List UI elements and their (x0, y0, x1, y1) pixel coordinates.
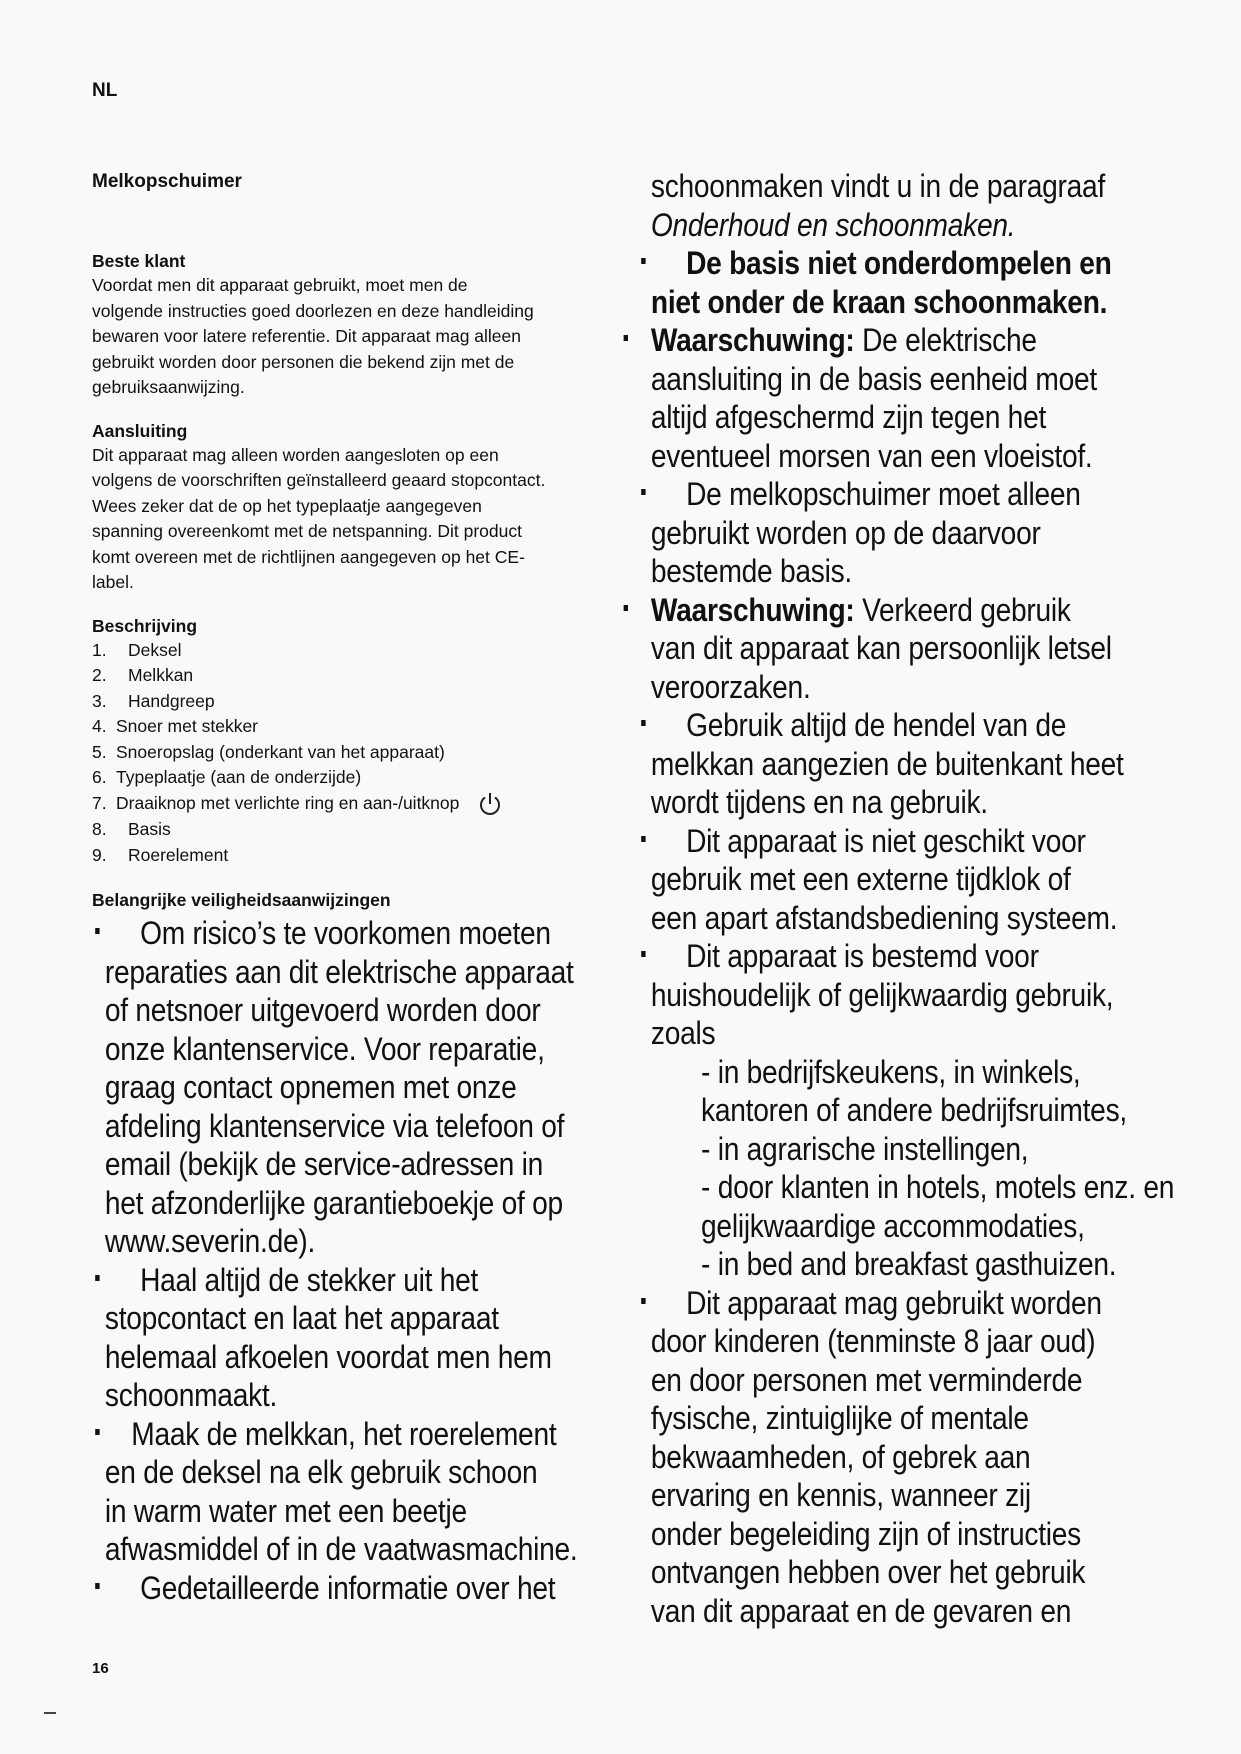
text-line: veroorzaken. (650, 668, 811, 705)
text-line: De melkopschuimer moet alleen (686, 476, 1081, 512)
parts-list-item (92, 714, 632, 740)
parts-list-item (92, 663, 632, 689)
text-line: label. (92, 572, 134, 592)
warning-label: Waarschuwing: (650, 322, 855, 358)
text-line: gelijkwaardige accommodaties, (701, 1207, 1085, 1244)
item-number: 1. (92, 639, 107, 660)
safety-bullet (628, 822, 1226, 938)
text-line: volgens de voorschriften geïnstalleerd geaard stopcontact. (92, 470, 546, 490)
bullet-dot (95, 1275, 99, 1281)
section-title-beste-klant: Beste klant (92, 251, 186, 271)
parts-list-item (92, 791, 632, 817)
bullet-dot (641, 720, 645, 726)
text-line: reparaties aan dit elektrische apparaat (104, 953, 574, 990)
text-line: email (bekijk de service-adressen in (104, 1146, 543, 1183)
item-number: 7. (92, 793, 107, 814)
text-line: Dit apparaat mag alleen worden aangesloten op een (92, 444, 499, 465)
item-label: Roerelement (128, 844, 229, 865)
item-number: 9. (92, 844, 107, 865)
safety-instructions-left (82, 914, 636, 1607)
text-line: eventueel morsen van een vloeistof. (650, 437, 1093, 474)
text-line: - in agrarische instellingen, (701, 1130, 1029, 1167)
text-line: schoonmaakt. (104, 1377, 278, 1414)
text-line: Haal altijd de stekker uit het (140, 1261, 479, 1298)
text-line: Wees zeker dat de op het typeplaatje aangegeven (92, 495, 482, 516)
text-line: Voordat men dit apparaat gebruikt, moet men de (92, 275, 468, 295)
bullet-dot (641, 258, 645, 264)
text-line: De elektrische (862, 322, 1037, 358)
warning-bullet (628, 321, 1226, 475)
text-line: schoonmaken vindt u in de paragraaf (650, 168, 1106, 204)
text-line: gebruikt worden door personen die bekend zijn met de (92, 351, 515, 372)
text-line: ontvangen hebben over het gebruik (650, 1554, 1086, 1590)
safety-bullet (82, 1415, 636, 1569)
text-line: Dit apparaat mag gebruikt worden (686, 1284, 1102, 1321)
document-title: Melkopschuimer (92, 171, 242, 192)
safety-bullet (628, 706, 1226, 822)
section-title-beschrijving: Beschrijving (92, 615, 198, 636)
bullet-dot (95, 1429, 99, 1435)
text-line: het afzonderlijke garantieboekje of op (104, 1184, 563, 1221)
parts-list-item (92, 740, 632, 766)
section-title-aansluiting: Aansluiting (92, 420, 188, 441)
text-line: Gedetailleerde informatie over het (140, 1569, 556, 1606)
bullet-dot (624, 605, 628, 611)
bullet-dot (641, 489, 645, 495)
item-label: Deksel (128, 639, 182, 660)
text-line: spanning overeenkomt met de netspanning. Dit product (92, 521, 522, 541)
text-line: en door personen met verminderde (650, 1361, 1083, 1398)
text-line: www.severin.de). (104, 1223, 316, 1260)
page-number: 16 (92, 1660, 109, 1677)
text-line: Gebruik altijd de hendel van de (686, 707, 1067, 743)
text-line: stopcontact en laat het apparaat (104, 1300, 499, 1337)
parts-list-item (92, 638, 632, 664)
text-line: kantoren of andere bedrijfsruimtes, (701, 1092, 1127, 1128)
parts-list-item (92, 689, 632, 715)
language-code: NL (92, 80, 118, 101)
text-line: afwasmiddel of in de vaatwasmachine. (104, 1531, 578, 1568)
text-line: bestemde basis. (650, 553, 852, 589)
text-line: van dit apparaat en de gevaren en (650, 1592, 1072, 1629)
left-column (92, 171, 632, 1607)
text-line: - door klanten in hotels, motels enz. en (701, 1169, 1175, 1205)
item-label: Melkkan (128, 665, 194, 686)
item-label: Snoeropslag (onderkant van het apparaat) (116, 741, 445, 762)
warning-bullet (628, 591, 1226, 707)
safety-bullet (82, 1261, 636, 1415)
text-line: Dit apparaat is bestemd voor (686, 938, 1039, 974)
item-number: 2. (92, 665, 107, 686)
text-line: komt overeen met de richtlijnen aangegeven op het CE- (92, 546, 525, 567)
text-line: afdeling klantenservice via telefoon of (104, 1107, 565, 1144)
text-line: Maak de melkkan, het roerelement (131, 1415, 557, 1452)
section-title-veiligheid: Belangrijke veiligheidsaanwijzingen (92, 890, 391, 911)
text-line: gebruik met een externe tijdklok of (650, 861, 1071, 897)
text-line: graag contact opnemen met onze (104, 1069, 517, 1106)
text-line: - in bedrijfskeukens, in winkels, (701, 1053, 1081, 1090)
right-column (628, 167, 1228, 1630)
text-line: melkkan aangezien de buitenkant heet (650, 745, 1124, 782)
text-line: ervaring en kennis, wanneer zij (650, 1477, 1031, 1513)
item-label: Typeplaatje (aan de onderzijde) (116, 767, 362, 788)
bullet-dot (641, 951, 645, 957)
safety-bullet (82, 1569, 636, 1608)
text-line: volgende instructies goed doorlezen en deze handleiding (92, 300, 534, 321)
safety-bullet (628, 475, 1226, 591)
text-line: gebruiksaanwijzing. (92, 377, 245, 397)
text-line: en de deksel na elk gebruik schoon (104, 1454, 538, 1491)
text-line: - in bed and breakfast gasthuizen. (701, 1246, 1117, 1282)
text-line: bekwaamheden, of gebrek aan (650, 1438, 1031, 1475)
text-line: in warm water met een beetje (104, 1492, 467, 1529)
text-line: bewaren voor latere referentie. Dit apparaat mag alleen (92, 326, 521, 346)
item-number: 8. (92, 819, 107, 840)
text-line: gebruikt worden op de daarvoor (650, 514, 1041, 551)
parts-list-item (92, 817, 632, 843)
text-line: wordt tijdens en na gebruik. (650, 784, 988, 820)
text-line: aansluiting in de basis eenheid moet (650, 360, 1097, 397)
safety-bullet (628, 937, 1226, 1284)
text-line: onze klantenservice. Voor reparatie, (104, 1030, 545, 1067)
safety-bullet (628, 1284, 1226, 1631)
text-line: Verkeerd gebruik (862, 591, 1071, 628)
safety-bullet (82, 914, 636, 1261)
parts-list-item (92, 765, 632, 791)
parts-list (92, 638, 632, 869)
bullet-dot (641, 836, 645, 842)
text-line: zoals (650, 1015, 716, 1051)
item-number: 6. (92, 767, 107, 788)
print-mark (44, 1712, 56, 1714)
warning-label: Waarschuwing: (650, 591, 855, 628)
item-number: 3. (92, 690, 107, 711)
usage-examples (651, 1053, 1227, 1284)
safety-instructions-right (628, 167, 1226, 1630)
text-line: van dit apparaat kan persoonlijk letsel (650, 630, 1112, 666)
text-line: fysische, zintuiglijke of mentale (650, 1400, 1029, 1436)
item-label: Handgreep (128, 690, 215, 711)
text-line: Om risico’s te voorkomen moeten (140, 915, 551, 952)
section-text-beste-klant (92, 273, 632, 401)
text-line: huishoudelijk of gelijkwaardig gebruik, (650, 976, 1114, 1013)
text-line: door kinderen (tenminste 8 jaar oud) (650, 1323, 1096, 1359)
continued-paragraph (628, 167, 1226, 244)
bullet-dot (624, 335, 628, 341)
power-icon (477, 791, 503, 817)
section-reference: Onderhoud en schoonmaken. (650, 206, 1016, 243)
bullet-dot (641, 1298, 645, 1304)
text-line: een apart afstandsbediening systeem. (650, 899, 1118, 936)
item-label: Basis (128, 819, 171, 840)
text-line: altijd afgeschermd zijn tegen het (650, 399, 1047, 435)
item-label: Draaiknop met verlichte ring en aan-/uitknop (116, 793, 460, 814)
item-number: 5. (92, 741, 107, 762)
item-number: 4. (92, 716, 107, 737)
bullet-dot (95, 1583, 99, 1589)
text-line: of netsnoer uitgevoerd worden door (104, 992, 541, 1029)
text-line: helemaal afkoelen voordat men hem (104, 1338, 552, 1375)
item-label: Snoer met stekker (116, 716, 258, 737)
section-text-aansluiting (92, 443, 632, 596)
text-line: niet onder de kraan schoonmaken. (650, 283, 1108, 320)
safety-bullet (628, 244, 1226, 321)
text-line: De basis niet onderdompelen en (686, 245, 1112, 281)
text-line: onder begeleiding zijn of instructies (650, 1515, 1081, 1552)
text-line: Dit apparaat is niet geschikt voor (686, 822, 1086, 859)
parts-list-item (92, 843, 632, 869)
bullet-dot (95, 928, 99, 934)
